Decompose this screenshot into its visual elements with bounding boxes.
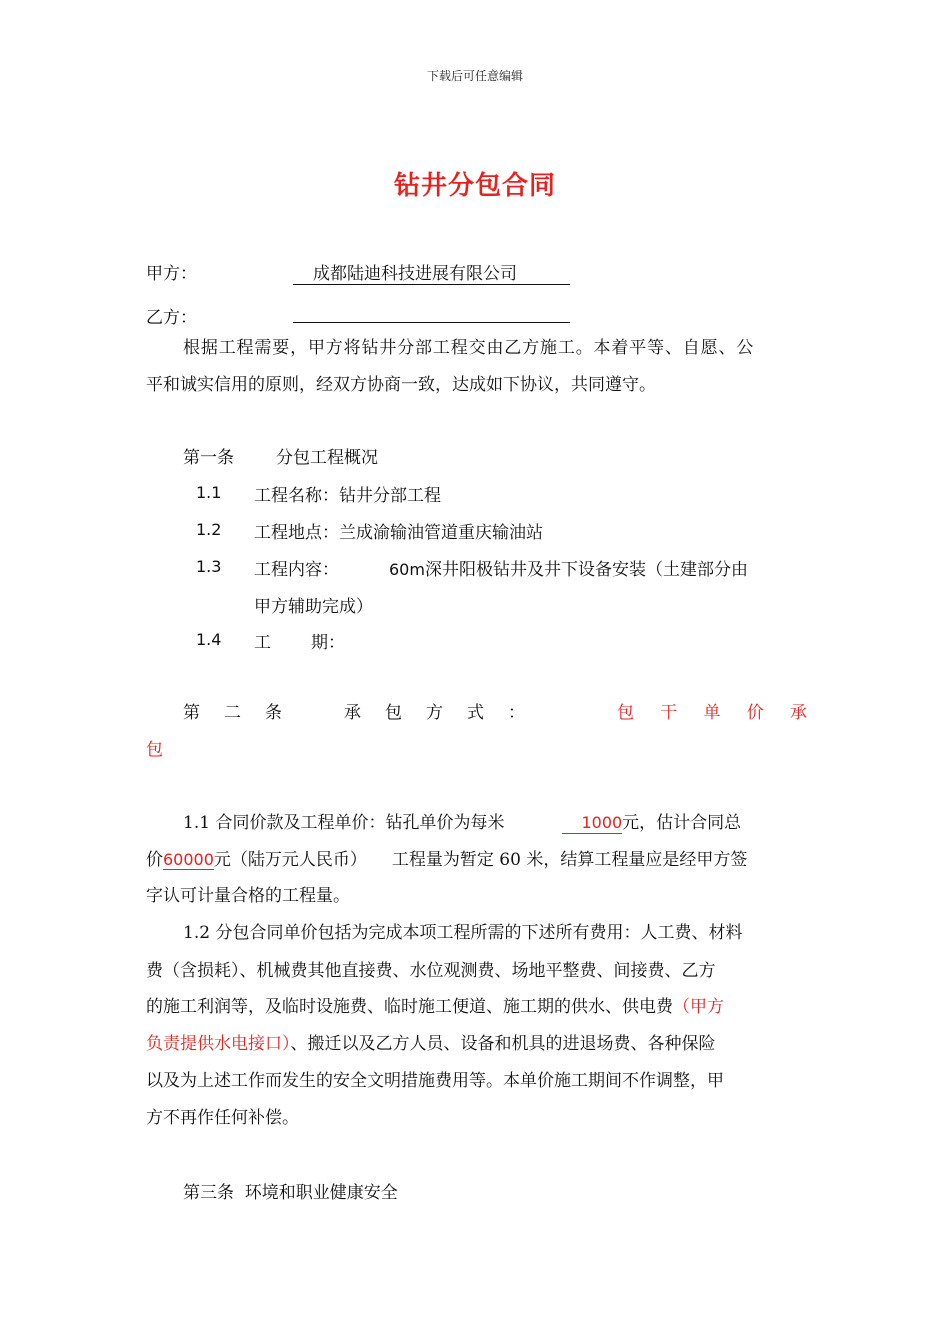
item-value-prefix: 60m — [389, 560, 425, 579]
party-a-line — [146, 264, 570, 285]
article-2-char: 条 — [265, 703, 282, 723]
clause-1-1-line-1 — [183, 813, 741, 834]
clause-1-2-line-6: 方不再作任何补偿。 — [146, 1108, 299, 1128]
party-b-field — [293, 302, 570, 323]
clause-1-2-note: （甲方 — [673, 997, 724, 1017]
item-label: 工程内容： — [254, 560, 339, 580]
item-text: 工程名称：钻井分部工程 — [254, 486, 441, 506]
clause-1-2-line-3 — [146, 997, 724, 1017]
item-value — [389, 555, 748, 580]
clause-1-1-text: 元（陆万元人民币） — [213, 850, 367, 870]
article-1-title: 分包工程概况 — [276, 448, 378, 468]
article-2-heading — [183, 703, 525, 723]
article-2-method-wrap: 包 — [146, 740, 163, 760]
article-1-number: 第一条 — [183, 448, 234, 468]
item-number: 1.3 — [196, 557, 222, 576]
unit-price: 1000 — [562, 813, 622, 834]
clause-1-1-line-2 — [146, 850, 747, 870]
intro-line-2: 平和诚实信用的原则，经双方协商一致，达成如下协议，共同遵守。 — [146, 375, 656, 395]
item-number: 1.1 — [196, 483, 222, 502]
intro-line-1: 根据工程需要，甲方将钻井分部工程交由乙方施工。本着平等、自愿、公 — [183, 338, 755, 358]
article-2-char: ： — [508, 703, 525, 723]
article-2-method-char: 价 — [746, 703, 764, 723]
article-2-char: 包 — [385, 703, 402, 723]
item-value-continued: 甲方辅助完成） — [254, 597, 373, 617]
clause-1-1-text: 工程量为暂定 60 米，结算工程量应是经甲方签 — [391, 850, 748, 870]
party-b-line — [146, 302, 570, 328]
item-label-b: 期： — [311, 633, 345, 653]
clause-1-1-line-3: 字认可计量合格的工程量。 — [146, 886, 350, 906]
contract-total: 60000 — [163, 850, 214, 869]
item-number: 1.2 — [196, 520, 222, 539]
article-2-char: 方 — [426, 703, 443, 723]
item-number: 1.4 — [196, 630, 222, 649]
party-a-label: 甲方： — [146, 264, 197, 284]
clause-1-2-line-1: 1.2 分包合同单价包括为完成本项工程所需的下述所有费用：人工费、材料 — [183, 923, 743, 943]
article-3-heading: 第三条 环境和职业健康安全 — [183, 1183, 398, 1203]
clause-1-1-text: 1.1 合同价款及工程单价：钻孔单价为每米 — [183, 813, 505, 833]
article-2-method — [617, 703, 807, 723]
article-2-method-char: 承 — [790, 703, 807, 723]
article-2-char: 承 — [344, 703, 361, 723]
clause-1-2-text: 的施工利润等，及临时设施费、临时施工便道、施工期的供水、供电费 — [146, 997, 673, 1017]
party-a-field — [293, 264, 570, 285]
article-2-method-char: 干 — [660, 703, 678, 723]
clause-1-1-text: 元，估计合同总 — [622, 813, 742, 833]
clause-1-2-line-4 — [146, 1034, 716, 1054]
contract-title: 钻井分包合同 — [393, 171, 556, 201]
clause-1-1-text: 价 — [146, 850, 163, 870]
clause-1-2-note: 负责提供水电接口） — [146, 1034, 291, 1054]
item-value-text: 深井阳极钻井及井下设备安装（土建部分由 — [424, 560, 748, 580]
article-1-heading — [183, 448, 378, 468]
item-text: 工程地点：兰成渝输油管道重庆输油站 — [254, 523, 543, 543]
article-2-char: 式 — [467, 703, 484, 723]
clause-1-2-line-5: 以及为上述工作而发生的安全文明措施费用等。本单价施工期间不作调整，甲 — [146, 1071, 724, 1091]
party-b-label: 乙方： — [146, 308, 197, 328]
clause-1-2-text: 、搬迁以及乙方人员、设备和机具的进退场费、各种保险 — [290, 1034, 716, 1054]
clause-1-2-line-2: 费（含损耗）、机械费其他直接费、水位观测费、场地平整费、间接费、乙方 — [146, 961, 716, 981]
item-label-a: 工 — [254, 633, 271, 653]
article-2-char: 第 — [183, 703, 200, 723]
article-2-method-char: 单 — [703, 703, 721, 723]
party-a-value: 成都陆迪科技进展有限公司 — [313, 264, 517, 284]
page-header: 下载后可任意编辑 — [426, 69, 523, 83]
article-2-char: 二 — [224, 703, 241, 723]
article-2-method-char: 包 — [617, 703, 634, 723]
